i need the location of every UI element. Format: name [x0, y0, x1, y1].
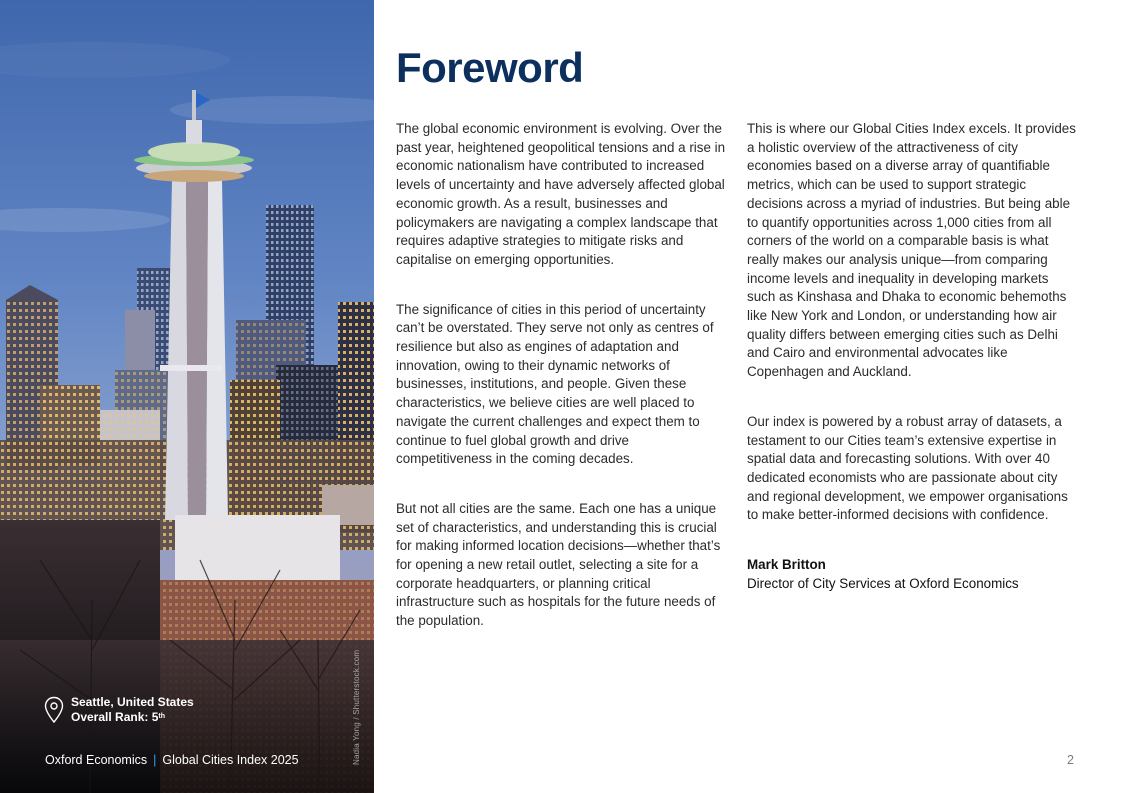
footer-brand: Oxford Economics — [45, 753, 148, 767]
caption-city: Seattle, United States — [71, 695, 194, 709]
left-column — [396, 120, 728, 662]
photo-credit: Nadia Yong / Shutterstock.com — [352, 649, 361, 765]
location-pin-icon — [44, 696, 64, 724]
footer-separator: | — [153, 753, 157, 767]
paragraph-3: But not all cities are the same. Each one has a unique set of characteristics, and understanding this is crucial for making informed location decisions—whether that’s for opening a new retail outlet, selecting a site for a corporate headquarters, or planning critical infrastructure such as hospitals for the future needs of the population. — [396, 500, 721, 629]
photo-caption — [44, 695, 194, 725]
cover-photo — [0, 0, 374, 793]
signature-role: Director of City Services at Oxford Economics — [747, 575, 1019, 591]
signature-name: Mark Britton — [747, 557, 826, 573]
caption-rank: Overall Rank: 5th — [71, 710, 165, 724]
paragraph-4: This is where our Global Cities Index excels. It provides a holistic overview of the attractiveness of city economies based on a diverse array of quantifiable metrics, which can be used to support strategic decisions across a myriad of industries. But being able to quantify opportunities across 1,000 cities from all corners of the world on a comparable basis is what really makes our analysis unique—from comparing income levels and inequality in developing markets such as Kinshasa and Dhaka to economic behemoths like New York and London, or understanding how air quality differs between emerging cities such as Delhi and Cairo and environmental advocates like Copenhagen and Auckland. — [747, 121, 1076, 380]
paragraph-1: The global economic environment is evolving. Over the past year, heightened geopolitical tensions and a rise in economic nationalism have contributed to increased levels of uncertainty and have adversely affected global economic growth. As a result, businesses and policymakers are navigating a complex landscape that requires adaptive strategies to mitigate risks and capitalise on emerging opportunities. — [396, 121, 726, 267]
paragraph-5: Our index is powered by a robust array of datasets, a testament to our Cities team’s extensive expertise in spatial data and forecasting solutions. With over 40 dedicated economists who are passionate about city and regional development, we empower organisations to make better-informed decisions with confidence. — [747, 413, 1068, 523]
seattle-skyline-photo — [0, 0, 374, 793]
footer-branding — [45, 753, 299, 767]
footer-publication: Global Cities Index 2025 — [162, 753, 299, 767]
paragraph-2: The significance of cities in this period of uncertainty can’t be overstated. They serve not only as centres of resilience but also as engines of adaptation and innovation, owing to their dynamic networks of businesses, institutions, and people. Given these characteristics, we believe cities are well placed to navigate the current challenges and expect them to continue to fuel global growth and drive competitiveness in the coming decades. — [396, 301, 714, 467]
page-number: 2 — [1067, 753, 1074, 767]
right-column — [747, 120, 1079, 593]
page-title: Foreword — [396, 44, 584, 91]
